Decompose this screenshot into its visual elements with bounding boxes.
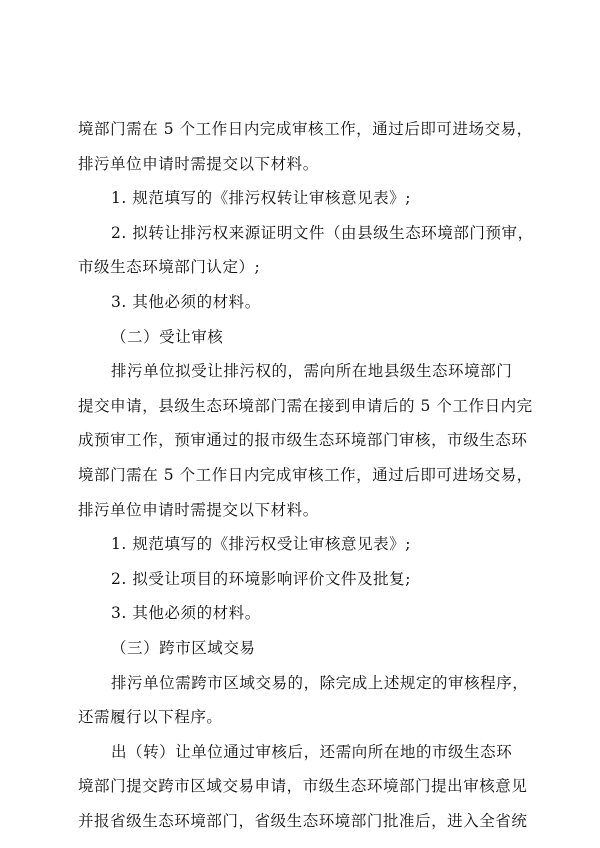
text-line: 2. 拟转让排污权来源证明文件（由县级生态环境部门预审， xyxy=(111,223,534,242)
text-line: 境部门需在 5 个工作日内完成审核工作，通过后即可进场交易， xyxy=(78,465,533,484)
text-line: 境部门提交跨市区域交易申请，市级生态环境部门提出审核意见 xyxy=(78,777,528,796)
text-line: 提交申请，县级生态环境部门需在接到申请后的 5 个工作日内完 xyxy=(78,396,533,415)
text-line: 市级生态环境部门认定）; xyxy=(78,258,261,277)
text-line: 排污单位需跨市区域交易的，除完成上述规定的审核程序， xyxy=(111,673,529,692)
text-line: 成预审工作，预审通过的报市级生态环境部门审核，市级生态环 xyxy=(78,431,528,450)
text-line: 3. 其他必须的材料。 xyxy=(111,292,261,311)
text-line: 排污单位申请时需提交以下材料。 xyxy=(78,154,319,173)
text-line: 境部门需在 5 个工作日内完成审核工作，通过后即可进场交易， xyxy=(78,120,533,138)
text-line: 排污单位拟受让排污权的，需向所在地县级生态环境部门 xyxy=(111,362,513,381)
text-line: 1. 规范填写的《排污权转让审核意见表》; xyxy=(111,189,411,208)
text-line: 2. 拟受让项目的环境影响评价文件及批复; xyxy=(111,569,411,588)
text-line: （二）受让审核 xyxy=(111,327,224,346)
text-line: 出（转）让单位通过审核后，还需向所在地的市级生态环 xyxy=(111,742,513,761)
document-body xyxy=(78,112,534,838)
text-line: 1. 规范填写的《排污权受让审核意见表》; xyxy=(111,535,411,554)
text-line: （三）跨市区域交易 xyxy=(111,638,256,657)
text-line: 3. 其他必须的材料。 xyxy=(111,604,261,623)
text-line: 排污单位申请时需提交以下材料。 xyxy=(78,500,319,519)
text-line: 并报省级生态环境部门，省级生态环境部门批准后，进入全省统 xyxy=(78,811,528,830)
text-line: 还需履行以下程序。 xyxy=(78,708,223,727)
